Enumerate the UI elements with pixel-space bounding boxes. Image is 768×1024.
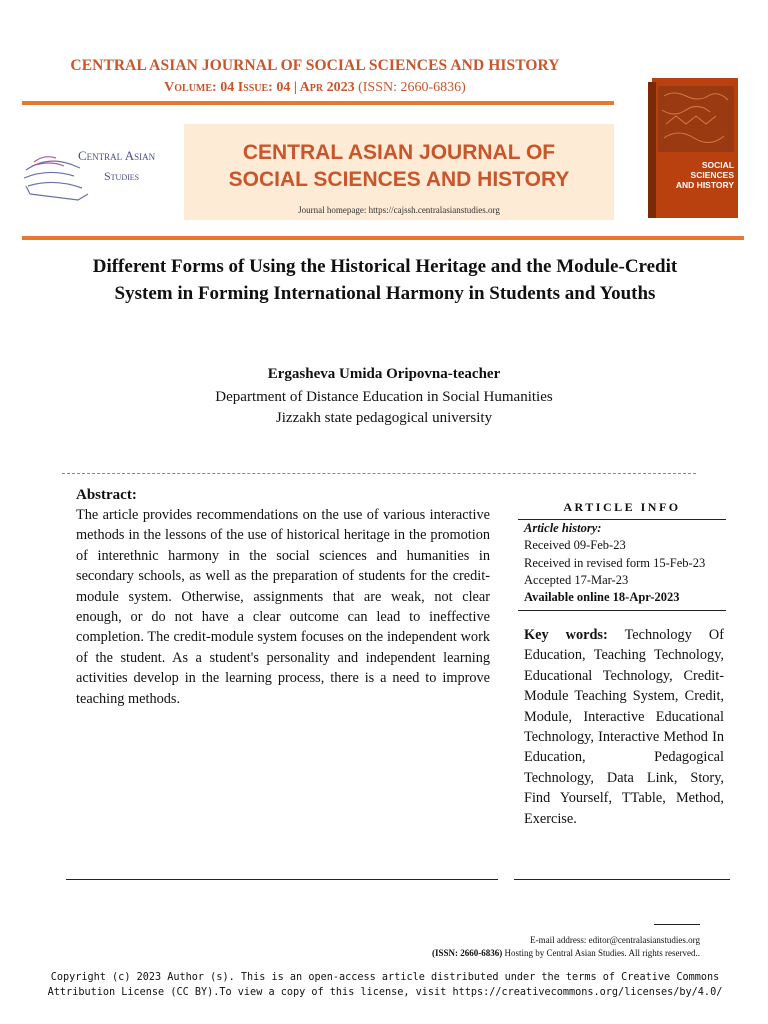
cover-text-line3: AND HISTORY <box>675 180 734 190</box>
cover-text-line2: SCIENCES <box>690 170 734 180</box>
keywords-label: Key words: <box>524 627 608 643</box>
banner-title-line1: CENTRAL ASIAN JOURNAL OF <box>242 141 556 164</box>
received-date: Received 09-Feb-23 <box>524 538 626 552</box>
hosting-text: Hosting by Central Asian Studies. All rights reserved.. <box>502 948 700 958</box>
keywords-block <box>524 625 724 829</box>
issn-label: (ISSN: 2660-6836) <box>358 80 466 95</box>
revised-date: Received in revised form 15-Feb-23 <box>524 556 706 570</box>
cover-text-line1: SOCIAL <box>701 160 734 170</box>
journal-cover-image <box>648 72 744 222</box>
central-asian-studies-logo <box>20 132 180 210</box>
article-title: Different Forms of Using the Historical Heritage and the Module-Credit System in Forming International Harmony in Students and Youths <box>92 256 678 304</box>
section-divider <box>62 473 696 474</box>
copyright-notice: Copyright (c) 2023 Author (s). This is an open-access article distributed under the terms of Creative Commons Attribution License (CC BY).To view a copy of this license, visit https://creativecommons.org/licenses/by/4.0/ <box>47 972 723 998</box>
article-info-heading: ARTICLE INFO <box>563 500 681 514</box>
header-rule <box>22 101 614 105</box>
online-date: Available online 18-Apr-2023 <box>524 590 680 604</box>
article-info-rule-bottom <box>518 610 726 611</box>
department: Department of Distance Education in Social Humanities <box>215 389 553 405</box>
volume-label: Volume: 04 Issue: 04 | Apr 2023 <box>164 80 355 95</box>
journal-homepage: Journal homepage: https://cajssh.centralasianstudies.org <box>298 205 500 215</box>
university: Jizzakh state pedagogical university <box>275 410 493 426</box>
keywords-bottom-rule <box>514 879 730 880</box>
keywords-text: Technology Of Education, Teaching Technology, Educational Technology, Credit-Module Teaching System, Credit, Module, Interactive Educational Technology, Interactive Method In Education, Pedagogical Technology, Data Link, Story, Find Yourself, TTable, Method, Exercise. <box>524 627 724 827</box>
volume-issue-line <box>0 80 630 96</box>
author-affiliation <box>0 387 768 429</box>
logo-text-line2: Studies <box>104 169 140 183</box>
abstract-bottom-rule <box>66 879 498 880</box>
banner-bottom-rule <box>22 236 744 240</box>
author-name: Ergasheva Umida Oripovna-teacher <box>267 366 501 382</box>
banner-title <box>184 139 614 193</box>
journal-name-header: CENTRAL ASIAN JOURNAL OF SOCIAL SCIENCES AND HISTORY <box>70 57 560 74</box>
logo-text-line1: Central Asian <box>78 148 156 163</box>
footer-issn: (ISSN: 2660-6836) <box>432 948 503 958</box>
article-info-rule <box>518 519 726 520</box>
editor-email: E-mail address: editor@centralasianstudies.org <box>530 935 700 945</box>
hosting-line <box>432 948 700 958</box>
article-history-label: Article history: <box>524 521 602 535</box>
footnote-rule <box>654 924 700 925</box>
abstract-heading: Abstract: <box>76 487 137 503</box>
banner-title-line2: SOCIAL SCIENCES AND HISTORY <box>228 168 570 191</box>
abstract-text: The article provides recommendations on the use of various interactive methods in the lessons of the use of historical heritage in the promotion of interethnic harmony in the social sciences and humanities in secondary schools, as well as the preparation of students for the credit-module system. Otherwise, assignments that are weak, not clear enough, or do not have a clear outcome can lead to ineffective completion. The credit-module system focuses on the independent work of the student. As a student's personality and independent learning activities develop in the learning process, there is a need to improve teaching methods. <box>76 507 490 707</box>
accepted-date: Accepted 17-Mar-23 <box>524 573 629 587</box>
